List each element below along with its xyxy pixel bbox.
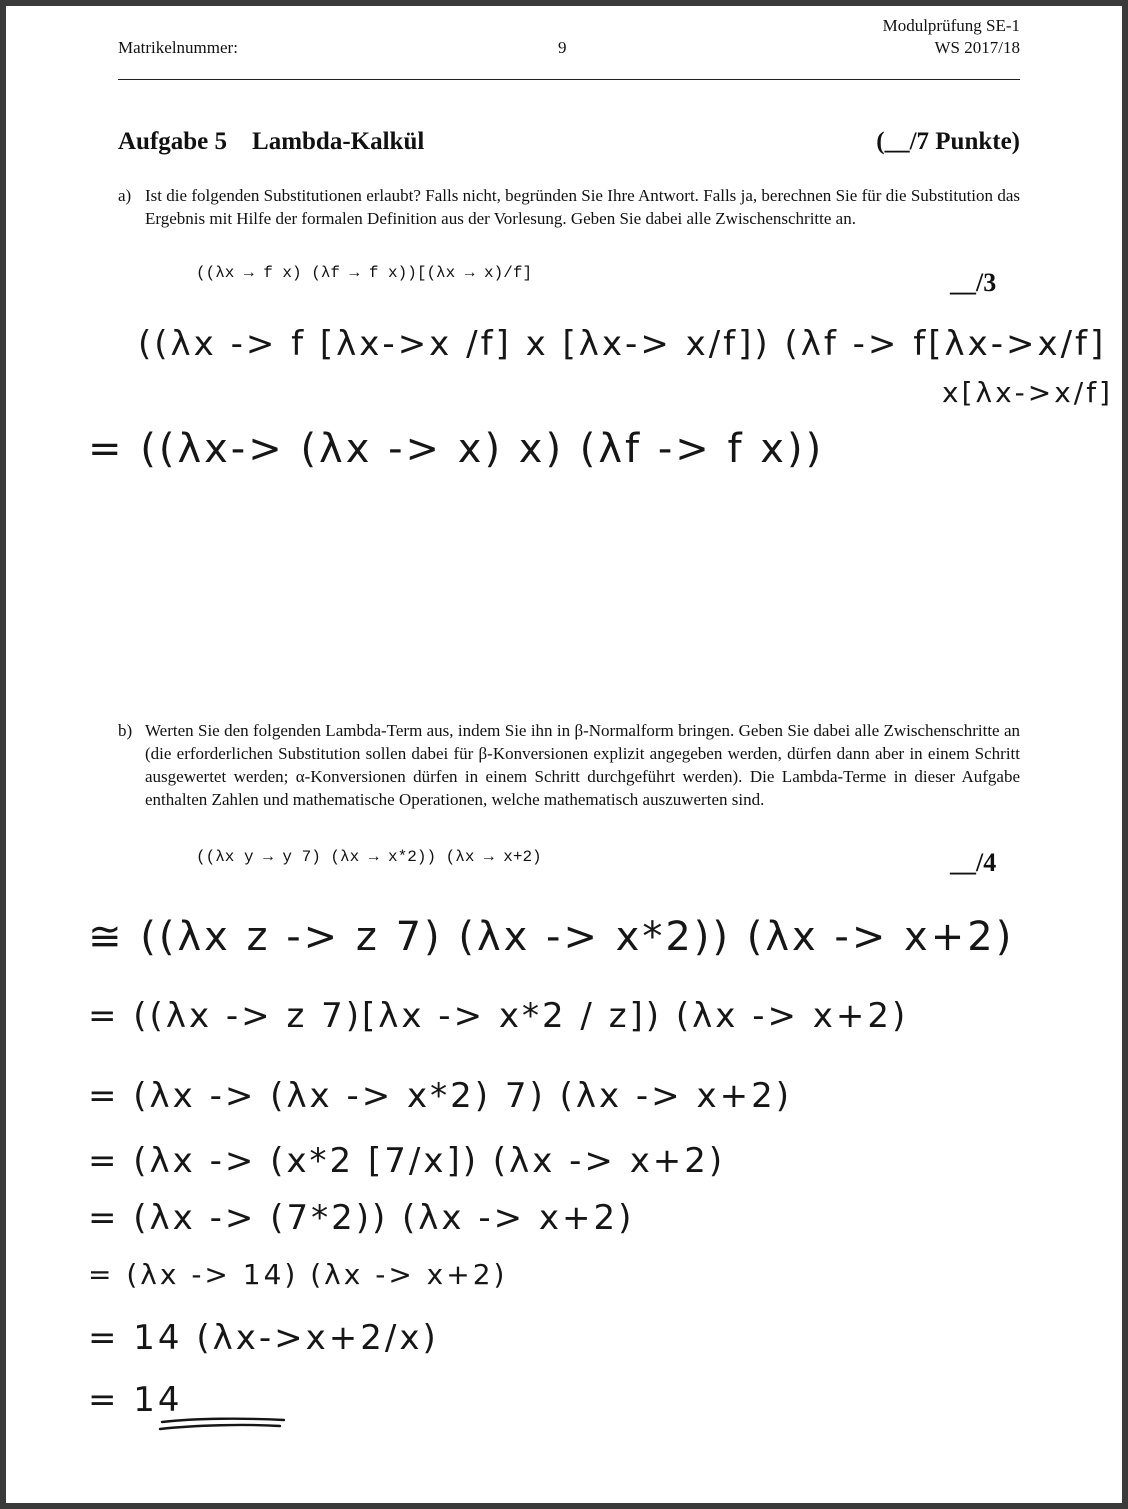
task-points: (__/7 Punkte)	[876, 128, 1020, 155]
part-a-handwritten-line-2: x[λx->x/f]	[942, 376, 1113, 409]
part-b-expression: ((λx y → y 7) (λx → x*2)) (λx → x+2)	[196, 848, 542, 866]
part-b-score: __/4	[950, 848, 997, 877]
part-b-handwritten-line-8: = 14	[88, 1380, 183, 1420]
part-b-handwritten-line-2: = ((λx -> z 7)[λx -> x*2 / z]) (λx -> x+2)	[88, 996, 909, 1036]
part-a-handwritten-line-1: ((λx -> f [λx->x /f] x [λx-> x/f]) (λf -> f[λx->x/f]	[138, 324, 1107, 364]
exam-page	[6, 6, 1122, 1503]
page-number: 9	[558, 38, 567, 57]
part-b-handwritten-line-3: = (λx -> (λx -> x*2) 7) (λx -> x+2)	[88, 1076, 792, 1116]
part-b-text: Werten Sie den folgenden Lambda-Term aus, indem Sie ihn in β-Normalform bringen. Geben Sie dabei alle Zwischenschritte an (die erforderlichen Substitution sollen dabei für β-Konversionen explizit angegeben werden, dürfen dann aber in einem Schritt ausgewertet werden; α-Konversionen dürfen in einem Schritt durchgeführt werden). Die Lambda-Terme in dieser Aufgabe enthalten Zahlen und mathematische Operationen, welche mathematisch auszuwerten sind.	[145, 721, 1020, 809]
header-rule	[118, 79, 1020, 80]
part-a-label: a)	[118, 186, 132, 205]
part-b-handwritten-line-4: = (λx -> (x*2 [7/x]) (λx -> x+2)	[88, 1141, 726, 1181]
part-b-handwritten-line-7: = 14 (λx->x+2/x)	[88, 1318, 439, 1358]
part-a-text: Ist die folgenden Substitutionen erlaubt? Falls nicht, begründen Sie Ihre Antwort. Falls ja, berechnen Sie für die Substitution das Ergebnis mit Hilfe der formalen Definition aus der Vorlesung. Geben Sie dabei alle Zwischenschritte an.	[145, 186, 1020, 228]
part-b-label: b)	[118, 721, 133, 740]
result-underline	[156, 1414, 296, 1434]
matrikel-label: Matrikelnummer:	[118, 38, 238, 57]
task-title: Aufgabe 5 Lambda-Kalkül	[118, 128, 425, 155]
part-a-expression: ((λx → f x) (λf → f x))[(λx → x)/f]	[196, 264, 533, 282]
part-b-handwritten-line-5: = (λx -> (7*2)) (λx -> x+2)	[88, 1198, 635, 1238]
part-b-handwritten-line-6: = (λx -> 14) (λx -> x+2)	[88, 1258, 508, 1291]
part-a-score: __/3	[950, 268, 997, 297]
exam-title: Modulprüfung SE-1	[882, 16, 1020, 35]
semester: WS 2017/18	[934, 38, 1020, 57]
part-a-handwritten-line-3: = ((λx-> (λx -> x) x) (λf -> f x))	[88, 426, 825, 472]
part-b-handwritten-line-1: ≅ ((λx z -> z 7) (λx -> x*2)) (λx -> x+2)	[88, 914, 1015, 960]
